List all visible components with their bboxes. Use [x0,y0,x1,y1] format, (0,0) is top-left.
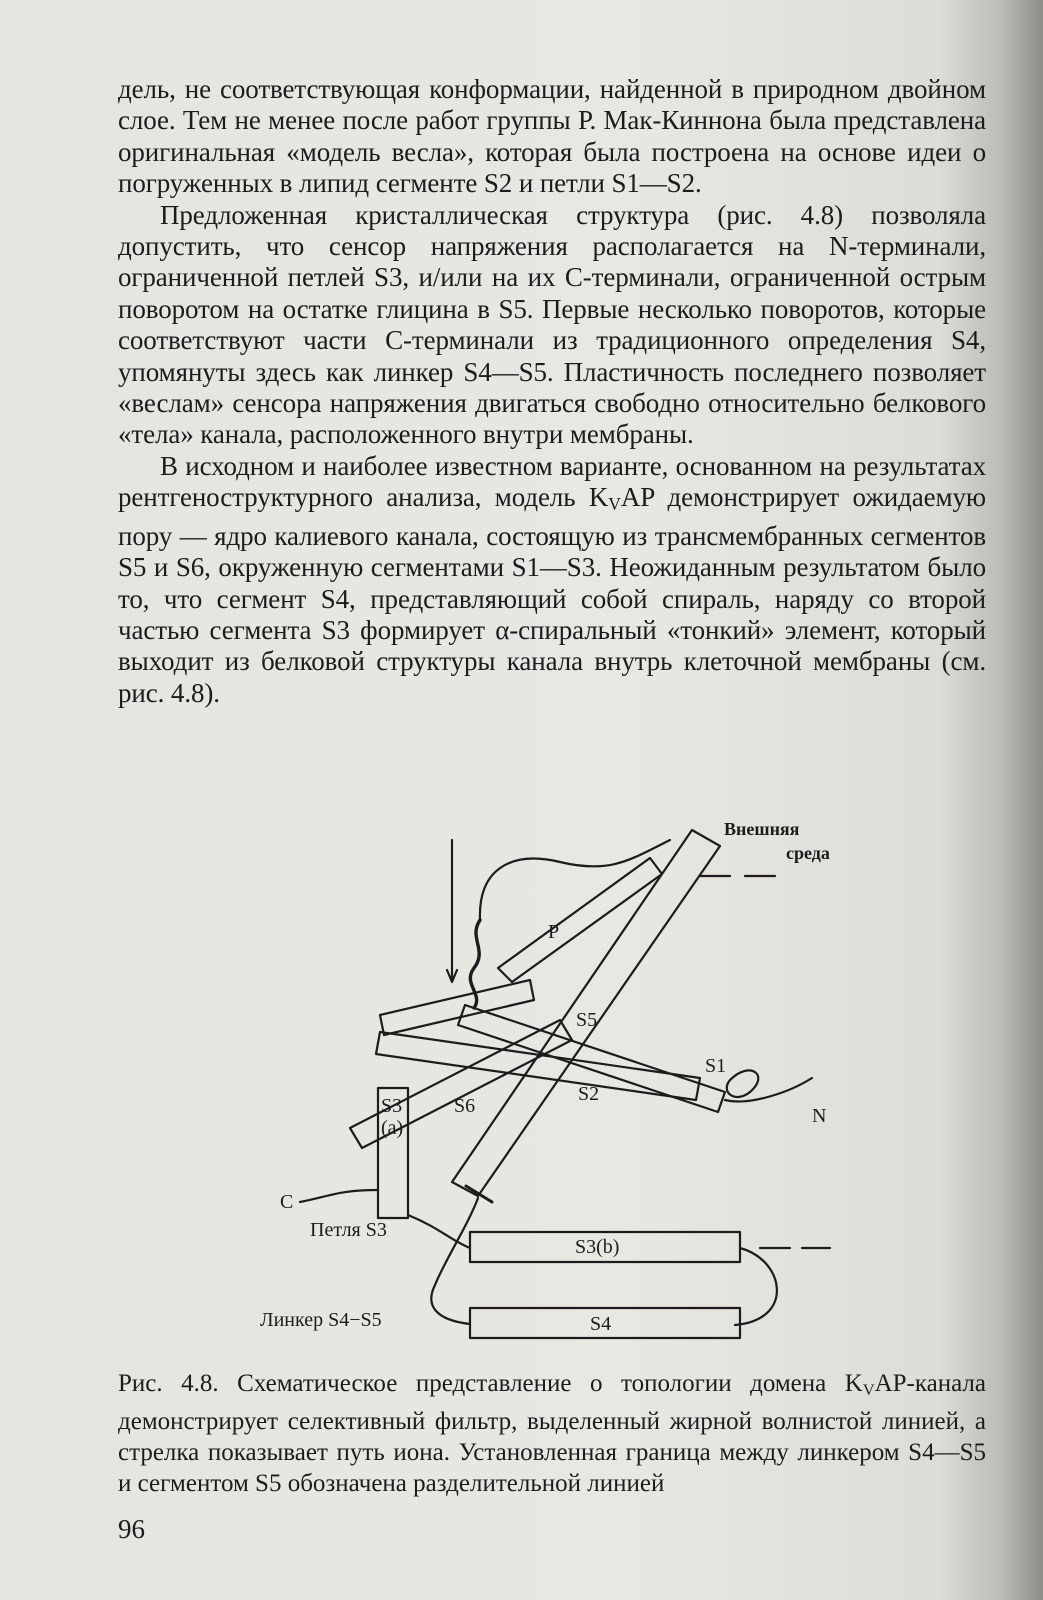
label-s1: S1 [705,1055,727,1077]
paragraph-3: В исходном и наиболее известном варианте, основанном на результатах рентгеноструктурного анализа, модель $K_VAP$ демонстрирует ожидаемую пору — ядро калиевого канала, состоящую из трансмембранных сегментов S5 и S6, окруженную сегментами S1—S3. Неожиданным результатом было то, что сегмент S4, представляющий собой спираль, наряду со второй частью сегмента S3 формирует α-спиральный «тонкий» элемент, который выходит из белковой структуры канала внутрь клеточной мембраны (см. рис. 4.8). [118,450,986,708]
label-external-env-line1: Внешняя [724,819,800,839]
loop-s1 [727,1070,759,1097]
c-terminus [300,1190,378,1202]
paragraph-1: дель, не соответствующая конформации, найденной в природном двойном слое. Тем не менее после работ группы Р. Мак-Киннона была представлена оригинальная «модель весла», которая была построена на основе идеи о погруженных в липид сегменте S2 и петли S1—S2. [118,74,986,199]
label-c: C [280,1191,294,1213]
paragraph-2: Предложенная кристаллическая структура (рис. 4.8) позволяла допустить, что сенсор напряжения располагается на N-терминали, ограниченной петлей S3, и/или на их С-терминали, ограниченной острым поворотом на остатке глицина в S5. Первые несколько поворотов, которые соответствуют части С-терминали из традиционного определения S4, упомянуты здесь как линкер S4—S5. Пластичность последнего позволяет «веслам» сенсора напряжения двигаться свободно относительно белкового «тела» канала, расположенного внутри мембраны. [118,199,986,450]
label-p: P [548,921,560,943]
label-s3a-line2: (a) [381,1117,404,1139]
label-s5: S5 [576,1009,598,1031]
pore-helix-p [498,858,662,982]
helix-s6-extension [380,980,534,1035]
label-s3b: S3(b) [575,1236,620,1258]
label-loop-s3: Петля S3 [310,1219,387,1241]
selectivity-filter-wave [470,920,480,1008]
label-s6: S6 [454,1095,476,1117]
linker-s5-boundary [466,1186,492,1202]
body-text [118,74,986,709]
loop-p-s5 [480,840,670,920]
loop-s3b-s4 [735,1248,777,1325]
label-s2: S2 [578,1083,600,1105]
figure-4-8 [230,819,850,1360]
label-s4: S4 [590,1313,612,1335]
label-n: N [812,1105,827,1127]
figure-caption: Рис. 4.8. Схематическое представление о топологии домена $K_VAP$-канала демонстрирует селективный фильтр, выделенный жирной волнистой линией, а стрелка показывает путь иона. Установленная граница между линкером S4—S5 и сегментом S5 обозначена разделительной линией [118,1370,986,1497]
label-linker-s4-s5: Линкер S4−S5 [260,1309,382,1331]
label-external-env-line2: среда [786,843,830,863]
loop-s3 [408,1215,470,1248]
topology-diagram [230,830,850,1360]
page-number: 96 [118,1514,145,1544]
label-s3a-line1: S3 [381,1095,403,1117]
